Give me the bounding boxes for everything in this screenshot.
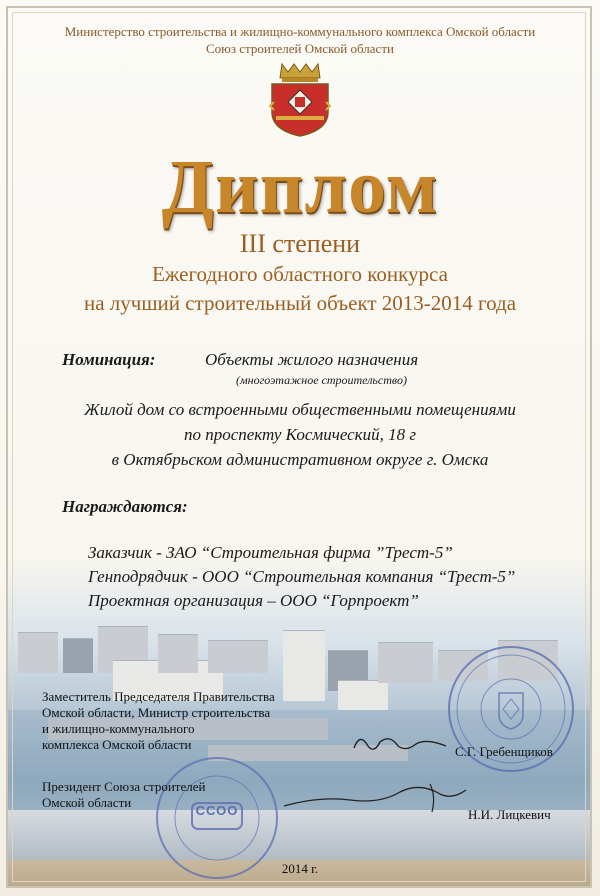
second-signatory-title: Президент Союза строителей Омской области xyxy=(42,779,206,810)
signature-icon xyxy=(280,776,470,822)
object-line-1: Жилой дом со встроенными общественными помещениями xyxy=(84,400,516,419)
first-signatory-title: Заместитель Председателя Правительства Омской области, Министр строительства и жилищно-коммунального комплекса Омской области xyxy=(42,689,275,752)
awardee-customer: Заказчик - ЗАО “Строительная фирма ”Трест-5” xyxy=(88,543,453,562)
nomination-value: Объекты жилого назначения xyxy=(205,350,419,369)
first-signatory-name: С.Г. Гребенщиков xyxy=(455,744,553,759)
diploma-title: Диплом xyxy=(161,145,439,229)
nomination-label: Номинация: xyxy=(62,350,156,369)
object-line-2: по проспекту Космический, 18 г xyxy=(183,425,417,444)
contest-line-1: Ежегодного областного конкурса xyxy=(152,262,448,286)
awarded-label: Награждаются: xyxy=(62,497,188,516)
contest-line-2: на лучший строительный объект 2013-2014 года xyxy=(83,291,517,315)
object-line-3: в Октябрьском административном округе г. Омска xyxy=(111,450,489,469)
awardee-designer: Проектная организация – ООО “Горпроект” xyxy=(88,591,419,610)
diploma-degree: III степени xyxy=(239,229,361,258)
union-name: Союз строителей Омской области xyxy=(206,41,394,56)
signature-icon xyxy=(350,728,450,758)
ministry-name: Министерство строительства и жилищно-коммунального комплекса Омской области xyxy=(64,24,536,39)
awardee-contractor: Генподрядчик - ООО “Строительная компания “Трест-5” xyxy=(88,567,516,586)
omsk-coat-of-arms-icon xyxy=(268,62,332,138)
nomination-subtitle: (многоэтажное строительство) xyxy=(236,373,407,387)
diploma-year: 2014 г. xyxy=(281,861,319,876)
second-signatory-name: Н.И. Лицкевич xyxy=(468,807,551,822)
union-stamp-abbr: ССОО xyxy=(195,803,239,818)
